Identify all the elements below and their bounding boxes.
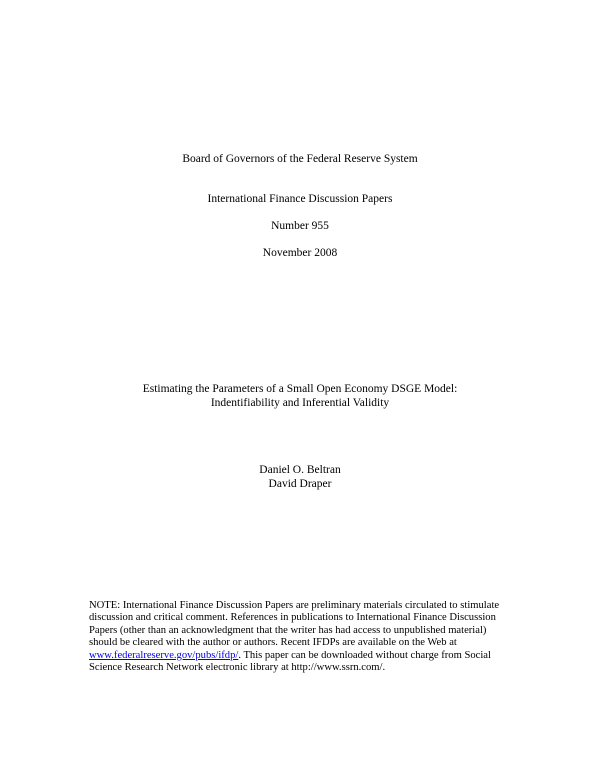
ifdp-web-link[interactable]: www.federalreserve.gov/pubs/ifdp/ [89,649,239,661]
note-line-4: should be cleared with the author or authors. Recent IFDPs are available on the Web at [89,637,457,649]
note-line-6: Science Research Network electronic library at http://www.ssrn.com/. [89,662,386,674]
note-line-5-text: . This paper can be downloaded without charge from Social [238,649,491,661]
paper-title-line-2: Indentifiability and Inferential Validity [210,397,390,409]
publication-date: November 2008 [262,247,338,259]
note-line-3: Papers (other than an acknowledgment that the writer has had access to unpublished material) [89,624,487,636]
series-title: International Finance Discussion Papers [207,193,393,205]
author-1: Daniel O. Beltran [259,464,341,476]
paper-title-line-1: Estimating the Parameters of a Small Open Economy DSGE Model: [142,383,458,395]
note-line-1: NOTE: International Finance Discussion Papers are preliminary materials circulated to stimulate [89,600,500,611]
institution-name: Board of Governors of the Federal Reserve System [182,153,418,165]
disclaimer-note [89,600,519,674]
author-2: David Draper [268,478,332,490]
note-line-5 [89,650,519,662]
note-line-2: discussion and critical comment. References in publications to International Finance Discussion [89,612,496,624]
paper-number: Number 955 [271,220,329,232]
